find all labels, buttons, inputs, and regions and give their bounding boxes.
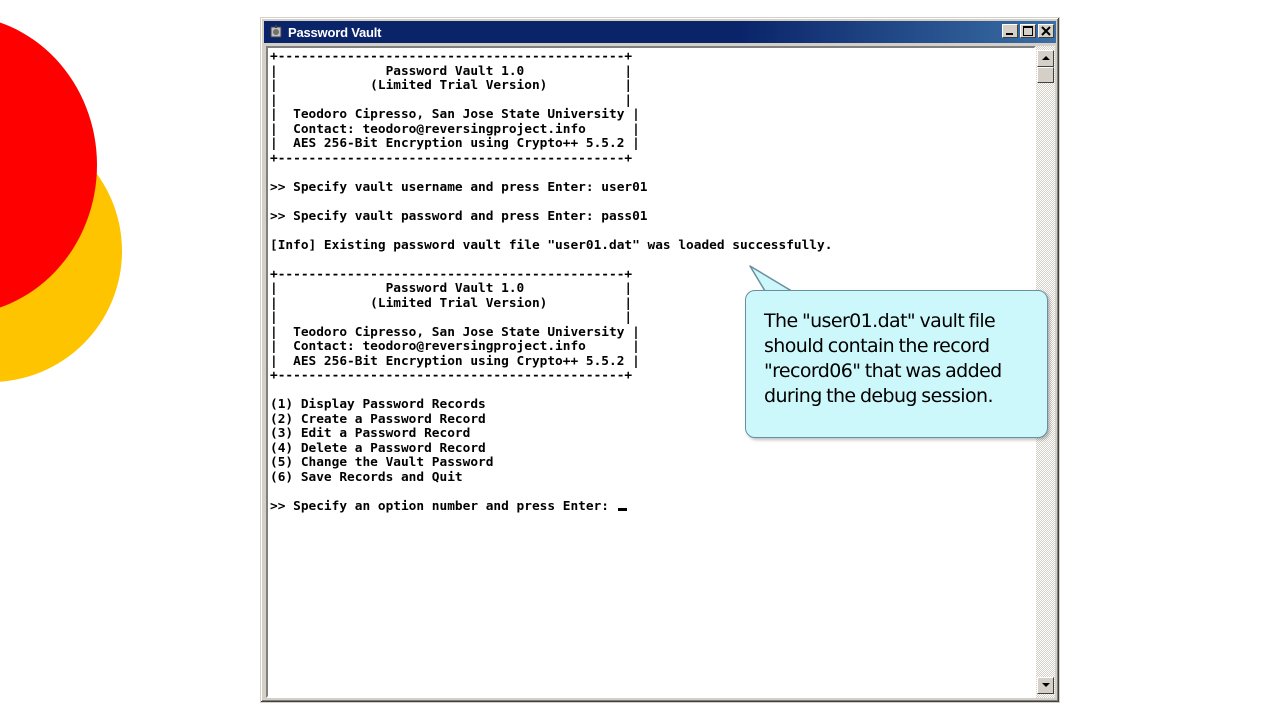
scroll-thumb[interactable] bbox=[1037, 67, 1054, 83]
close-icon bbox=[1039, 25, 1053, 37]
scroll-up-button[interactable] bbox=[1037, 50, 1054, 67]
title-bar[interactable] bbox=[264, 21, 1056, 43]
scroll-down-button[interactable] bbox=[1037, 677, 1054, 694]
callout-text: The "user01.dat" vault file should contain the record "record06" that was added during the debug session. bbox=[764, 310, 1002, 407]
annotation-callout bbox=[745, 290, 1048, 438]
window-title: Password Vault bbox=[288, 24, 382, 40]
arrow-down-icon bbox=[1042, 683, 1050, 687]
maximize-button[interactable] bbox=[1020, 24, 1036, 38]
close-button[interactable] bbox=[1038, 24, 1054, 38]
vault-app-icon[interactable] bbox=[268, 24, 284, 40]
console-output bbox=[270, 50, 832, 514]
minimize-button[interactable] bbox=[1002, 24, 1018, 38]
console-text: +---------------------------------------------+ | Password Vault 1.0 | | (Limited Trial Version) | | | | Teodoro Cipresso, San Jose State University | | Contact: teodoro@reversingproject.info | | AES 256-Bit Encryption using Crypto++ 5.5.2 | +---------------------------------------------+ >> Specify vault username and press Enter: user01 >> Specify vault password and press Enter: pass01 [Info] Existing password vault file "user01.dat" was loaded successfully. +---------------------------------------------+ | Password Vault 1.0 | | (Limited Trial Version) | | | | Teodoro Cipresso, San Jose State University | | Contact: teodoro@reversingproject.info | | AES 256-Bit Encryption using Crypto++ 5.5.2 | +---------------------------------------------+ (1) Display Password Records (2) Create a Password Record (3) Edit a Password Record (4) Delete a Password Record (5) Change the Vault Password (6) Save Records and Quit >> Specify an option number and press Enter: bbox=[270, 49, 833, 514]
arrow-up-icon bbox=[1042, 56, 1050, 60]
text-cursor bbox=[618, 508, 627, 511]
